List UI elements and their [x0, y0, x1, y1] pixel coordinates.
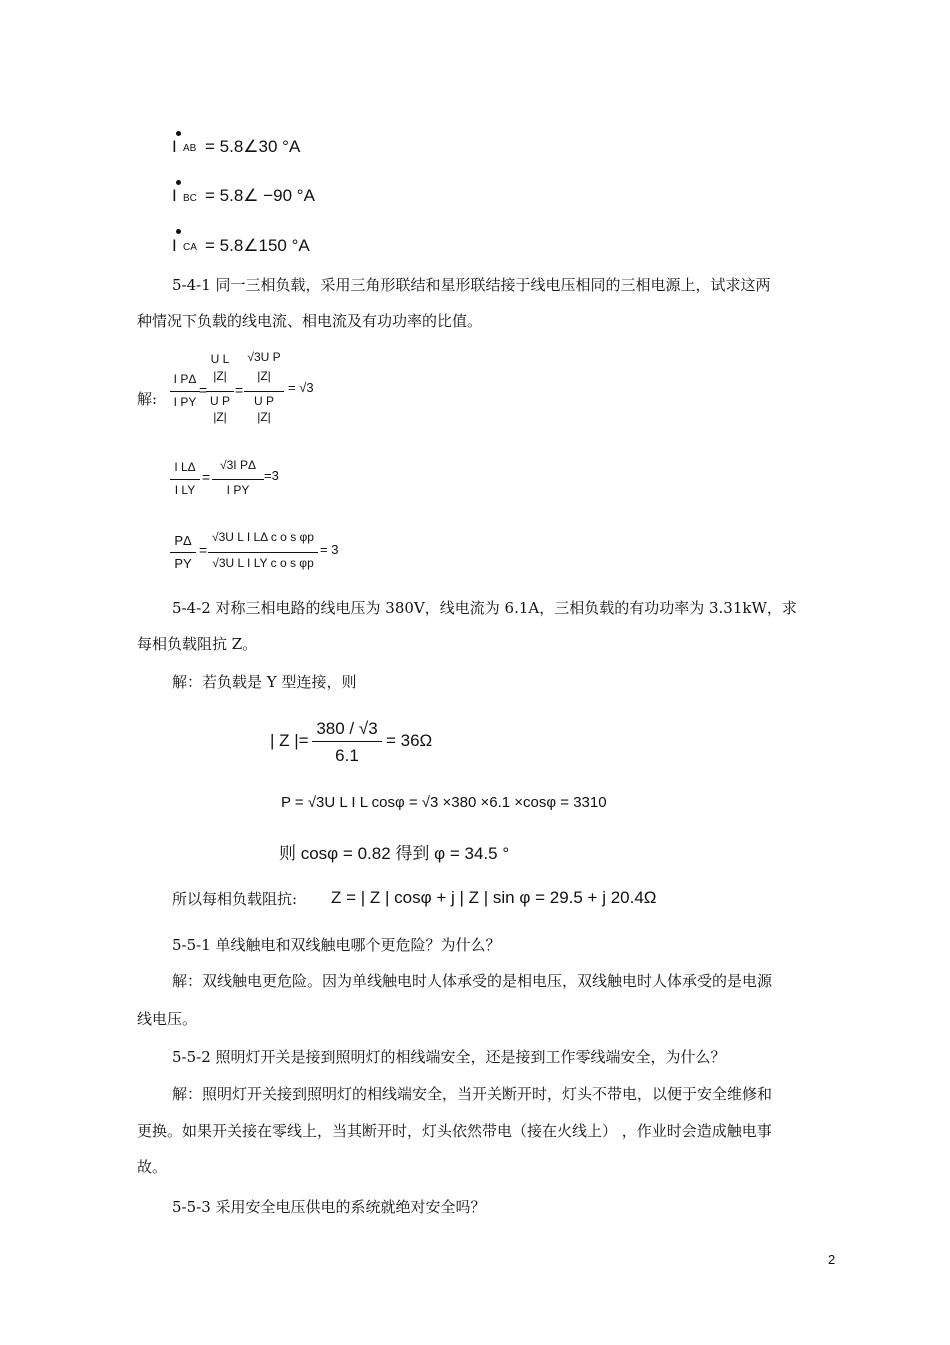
phasor-symbol: I [172, 137, 177, 156]
solution-label: 解: [137, 390, 158, 408]
phasor-subscript: AB [183, 143, 197, 154]
answer-5-5-2-line3: 故。 [137, 1158, 168, 1176]
fraction-denominator: 6.1 [335, 746, 359, 765]
page-number: 2 [828, 1252, 836, 1267]
fraction-numerator: √3U P [247, 350, 281, 364]
result: =3 [264, 468, 279, 483]
fraction-denominator: I LY [174, 483, 196, 497]
answer-5-5-2-line2: 更换。如果开关接在零线上，当其断开时，灯头依然带电（接在火线上） ，作业时会造成触电事 [137, 1122, 772, 1140]
fraction-line [170, 479, 200, 480]
solution-intro: 解：若负载是 Y 型连接，则 [172, 673, 357, 691]
question-5-4-1-line2: 种情况下负载的线电流、相电流及有功功率的比值。 [137, 312, 483, 330]
impedance-magnitude: |Z| [257, 410, 271, 424]
fraction-denominator: √3U L I LY c o s φp [212, 556, 314, 570]
equals-sign: = [202, 469, 211, 485]
question-5-4-2-line1: 5-4-2 对称三相电路的线电压为 380V，线电流为 6.1A，三相负载的有功功率为 3.31kW，求 [172, 599, 797, 617]
question-5-4-1-line1: 5-4-1 同一三相负载，采用三角形联结和星形联结接于线电压相同的三相电源上，试求这两 [172, 276, 771, 294]
answer-5-5-1-line1: 解：双线触电更危险。因为单线触电时人体承受的是相电压，双线触电时人体承受的是电源 [172, 972, 773, 990]
fraction-numerator: I LΔ [174, 460, 196, 474]
fraction-numerator: 380 / √3 [316, 719, 378, 738]
fraction-numerator: U L [210, 352, 230, 366]
fraction-denominator: U P [209, 394, 230, 408]
fraction-denominator: PY [174, 556, 192, 571]
fraction-line [170, 391, 200, 392]
equals-sign: = [199, 382, 208, 398]
power-equation: P = √3U L I L cosφ = √3 ×380 ×6.1 ×cosφ = 3310 [281, 794, 607, 811]
fraction-numerator: PΔ [174, 533, 192, 548]
phasor-value: = 5.8∠30 °A [205, 137, 301, 156]
power-factor-equation: 则 cosφ = 0.82 得到 φ = 34.5 ° [279, 844, 510, 863]
fraction-denominator: I PY [173, 395, 197, 409]
phasor-symbol: I [172, 186, 177, 205]
equation-lhs: | Z |= [270, 731, 309, 750]
phasor-value: = 5.8∠150 °A [205, 236, 310, 255]
fraction-denominator: U P [253, 394, 274, 408]
fraction-line [170, 552, 196, 553]
fraction-line [312, 741, 382, 742]
result: = √3 [288, 380, 314, 395]
equals-sign: = [235, 382, 244, 398]
impedance-equation: Z = | Z | cosφ + j | Z | sin φ = 29.5 + j 20.4Ω [331, 888, 657, 907]
fraction-line [206, 391, 234, 392]
phasor-subscript: CA [183, 242, 197, 253]
fraction-numerator: I PΔ [173, 372, 197, 386]
fraction-line [244, 391, 284, 392]
fraction-line [208, 552, 318, 553]
fraction-numerator: √3I PΔ [220, 458, 256, 472]
question-5-5-1: 5-5-1 单线触电和双线触电哪个更危险？为什么？ [172, 936, 501, 954]
impedance-label: 所以每相负载阻抗: [172, 890, 298, 908]
fraction-numerator: √3U L I LΔ c o s φp [212, 530, 314, 544]
question-5-4-2-line2: 每相负载阻抗 Z。 [137, 635, 258, 653]
result: = 3 [320, 542, 339, 557]
equation-result: = 36Ω [386, 731, 433, 750]
phasor-value: = 5.8∠ −90 °A [205, 186, 315, 205]
impedance-magnitude: |Z| [213, 410, 227, 424]
equals-sign: = [199, 542, 208, 558]
answer-5-5-1-line2: 线电压。 [137, 1010, 198, 1028]
phasor-dot [176, 131, 181, 136]
fraction-denominator: I PY [226, 483, 250, 497]
question-5-5-2: 5-5-2 照明灯开关是接到照明灯的相线端安全，还是接到工作零线端安全，为什么？ [172, 1048, 726, 1066]
question-5-5-3: 5-5-3 采用安全电压供电的系统就绝对安全吗？ [172, 1198, 486, 1216]
answer-5-5-2-line1: 解：照明灯开关接到照明灯的相线端安全，当开关断开时，灯头不带电，以便于安全维修和 [172, 1085, 773, 1103]
phasor-dot [176, 229, 181, 234]
impedance-magnitude: |Z| [213, 369, 227, 383]
phasor-subscript: BC [183, 193, 197, 204]
fraction-line [212, 479, 264, 480]
impedance-magnitude: |Z| [257, 369, 271, 383]
phasor-dot [176, 180, 181, 185]
phasor-symbol: I [172, 236, 177, 255]
